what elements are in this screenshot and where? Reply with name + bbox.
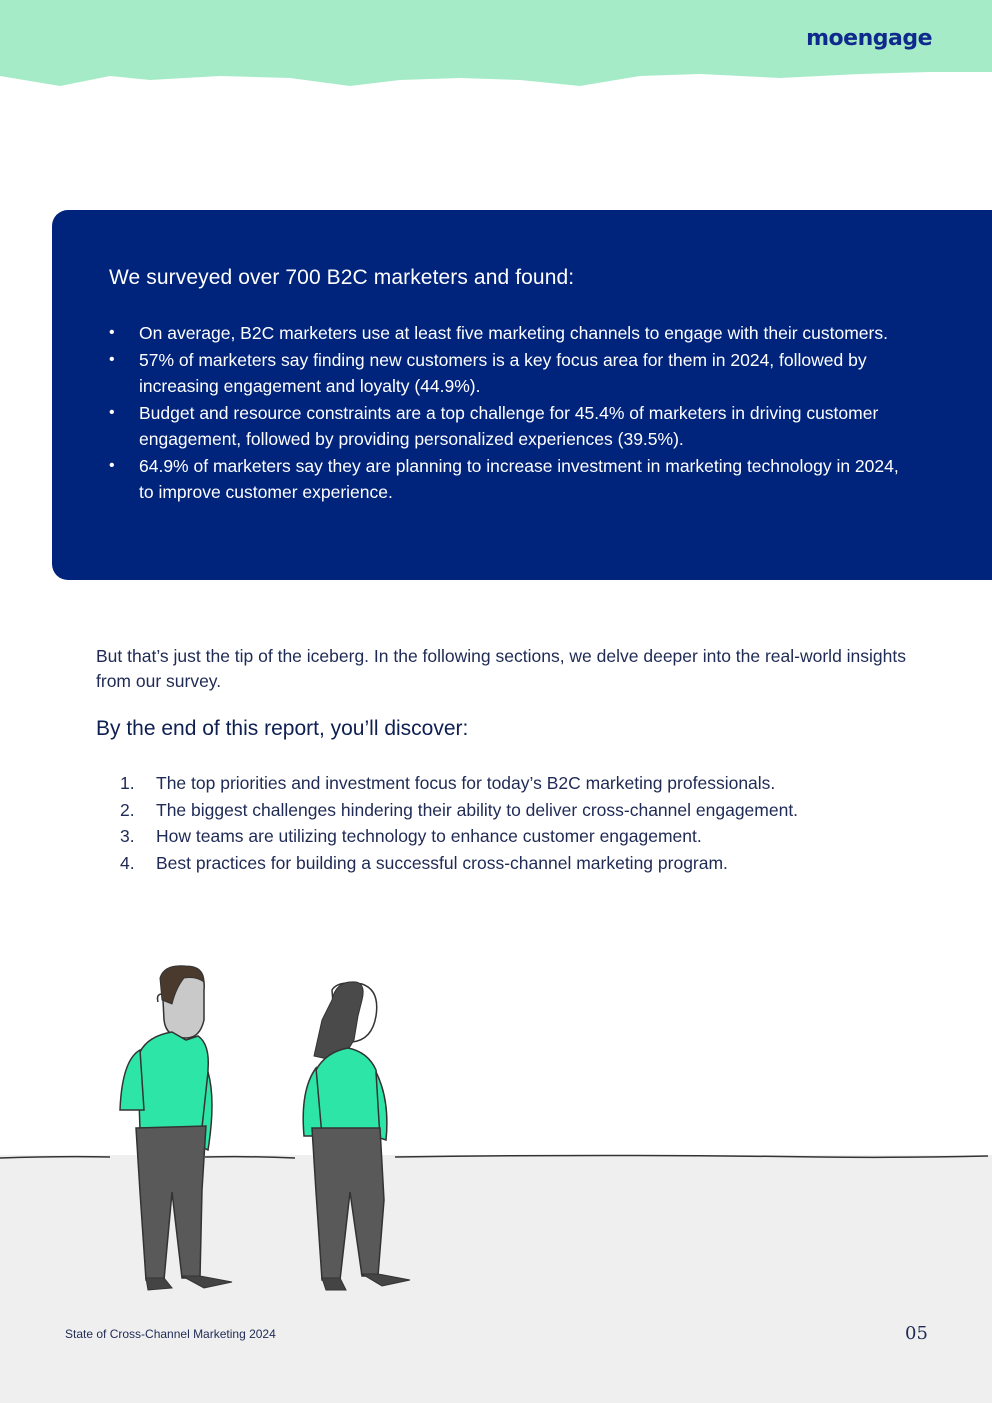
- list-item: [120, 850, 920, 877]
- discover-list: [120, 770, 920, 877]
- list-item: • On average, B2C marketers use at least five marketing channels to engage with their customers.: [109, 320, 899, 347]
- list-item: [120, 770, 920, 797]
- list-text: The biggest challenges hindering their ability to deliver cross-channel engagement.: [156, 799, 799, 820]
- list-item: • 57% of marketers say finding new customers is a key focus area for them in 2024, followed by increasing engagement and loyalty (44.9%).: [109, 347, 899, 400]
- list-text: Best practices for building a successful cross-channel marketing program.: [156, 853, 728, 874]
- list-text: The top priorities and investment focus for today’s B2C marketing professionals.: [156, 773, 776, 793]
- list-number: 1.: [120, 773, 135, 793]
- list-item: [120, 797, 920, 824]
- woman-figure: [303, 982, 410, 1290]
- summary-list: [109, 320, 899, 506]
- list-item: [120, 823, 920, 850]
- list-number: 4.: [120, 853, 135, 874]
- page-number: 05: [905, 1323, 928, 1344]
- discover-heading: By the end of this report, you’ll discover:: [96, 717, 469, 740]
- intro-paragraph: But that’s just the tip of the iceberg. In the following sections, we delve deeper into the real-world insights from our survey.: [96, 646, 906, 691]
- list-item: • 64.9% of marketers say they are planning to increase investment in marketing technology in 2024, to improve customer experience.: [109, 453, 899, 506]
- summary-title: We surveyed over 700 B2C marketers and found:: [109, 266, 575, 289]
- list-item: • Budget and resource constraints are a top challenge for 45.4% of marketers in driving customer engagement, followed by providing personalized experiences (39.5%).: [109, 400, 899, 453]
- people-illustration: [100, 960, 430, 1300]
- footer-report-title: State of Cross-Channel Marketing 2024: [65, 1327, 276, 1341]
- list-number: 3.: [120, 826, 135, 847]
- moengage-logo: moengage: [806, 26, 932, 51]
- man-figure: [120, 966, 232, 1290]
- list-text: How teams are utilizing technology to enhance customer engagement.: [156, 826, 702, 847]
- list-number: 2.: [120, 799, 135, 820]
- survey-summary-box: [52, 210, 992, 580]
